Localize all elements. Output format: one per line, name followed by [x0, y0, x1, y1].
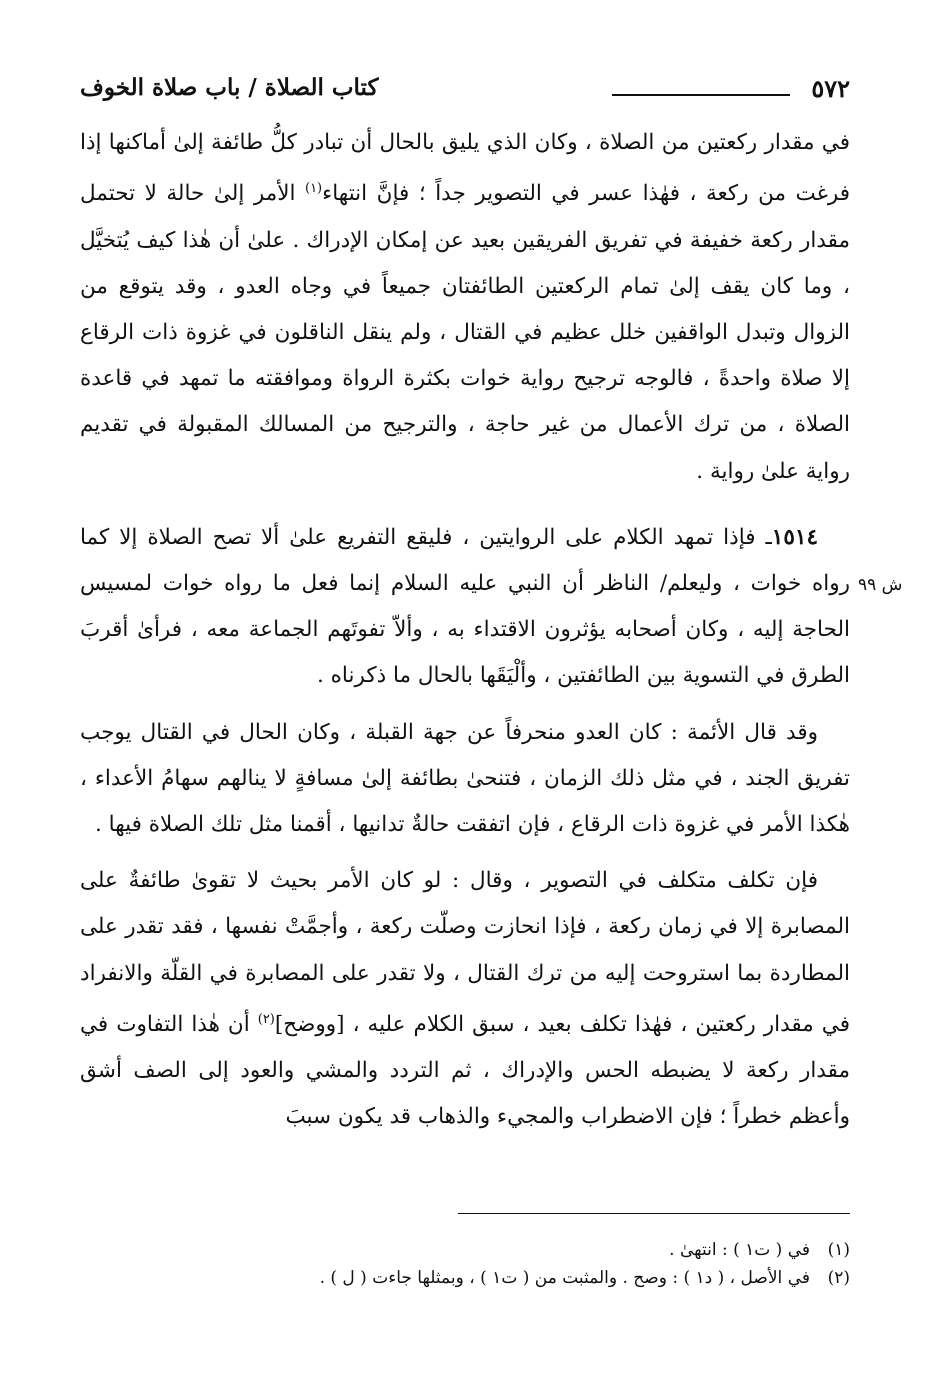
- main-text: [80, 120, 850, 1141]
- footnote-rule: [458, 1213, 850, 1214]
- paragraph-number: ١٥١٤: [771, 524, 818, 550]
- paragraph-2: ١٥١٤ـ فإذا تمهد الكلام على الروايتين ، فليقع التفريع علىٰ ألا تصح الصلاة إلا كما رواه خوات ، وليعلم/ الناظر أن النبي عليه السلام إنما فعل ما رواه خوات لمسيس الحاجة إليه ، وكان أصحابه يؤثرون الاقتداء به ، وألاّ تفوتَهم الجماعة معه ، فرأىٰ أقربَ الطرق في التسوية بين الطائفتين ، وألْيَقَها بالحال ما ذكرناه .: [80, 524, 850, 689]
- footnote-ref-1: (١): [304, 181, 323, 197]
- footnotes: [80, 1236, 850, 1292]
- page-number: ٥٧٢: [811, 74, 850, 103]
- footnote-ref-2: (٢): [257, 1011, 275, 1027]
- paragraph-3: وقد قال الأئمة : كان العدو منحرفاً عن جهة القبلة ، وكان الحال في القتال يوجب تفريق الجند ، في مثل ذلك الزمان ، فتنحىٰ بطائفة إلىٰ مسافةٍ لا ينالهم سهامُ الأعداء ، هٰكذا الأمر في غزوة ذات الرقاع ، فإن اتفقت حالةٌ تدانيها ، أقمنا مثل تلك الصلاة فيها .: [80, 719, 850, 837]
- page-header: [80, 70, 850, 110]
- margin-note: ش ٩٩: [858, 575, 903, 595]
- header-rule: [612, 94, 790, 96]
- footnote-number: (٢): [827, 1268, 850, 1288]
- footnote-number: (١): [827, 1240, 850, 1260]
- paragraph-4: فإن تكلف متكلف في التصوير ، وقال : لو كان الأمر بحيث لا تقوىٰ طائفةٌ على المصابرة إلا في زمان ركعة ، فإذا انحازت وصلّت ركعة ، وأجمَّتْ نفسها ، فقد تقدر على المطاردة بما استروحت إليه من ترك القتال ، ولا تقدر على المصابرة في القلّة والانفراد في مقدار ركعتين ، فهٰذا تكلف بعيد ، سبق الكلام عليه ، [ووضح]$^{(٢)}$ أن هٰذا التفاوت في مقدار ركعة لا يضبطه الحس والإدراك ، ثم التردد والمشي والعود إلى الصف أشق وأعظم خطراً ؛ فإن الاضطراب والمجيء والذهاب قد يكون سببَ: [80, 868, 850, 1130]
- running-title: كتاب الصلاة / باب صلاة الخوف: [80, 74, 379, 101]
- footnote-2: (٢)في الأصل ، ( د١ ) : وصح . والمثبت من ( ت١ ) ، وبمثلها جاءت ( ل ) .: [80, 1264, 850, 1292]
- paragraph-1: في مقدار ركعتين من الصلاة ، وكان الذي يليق بالحال أن تبادر كلُّ طائفة إلىٰ أماكنها إذا فرغت من ركعة ، فهٰذا عسر في التصوير جداً ؛ فإنَّ انتهاء$^{(١)}$ الأمر إلىٰ حالة لا تحتمل مقدار ركعة خفيفة في تفريق الفريقين بعيد عن إمكان الإدراك . علىٰ أن هٰذا كيف يُتخيَّل ، وما كان يقف إلىٰ تمام الركعتين الطائفتان جميعاً في وجاه العدو ، وقد يتوقع من الزوال وتبدل الواقفين خلل عظيم في القتال ، ولم ينقل الناقلون في غزوة ذات الرقاع إلا صلاة واحدةً ، فالوجه ترجيح رواية خوات بكثرة الرواة وموافقته ما تمهد في قاعدة الصلاة ، من ترك الأعمال من غير حاجة ، والترجيح من المسالك المقبولة في تقديم رواية علىٰ رواية .: [80, 130, 850, 484]
- footnote-1: (١)في ( ت١ ) : انتهىٰ .: [80, 1236, 850, 1264]
